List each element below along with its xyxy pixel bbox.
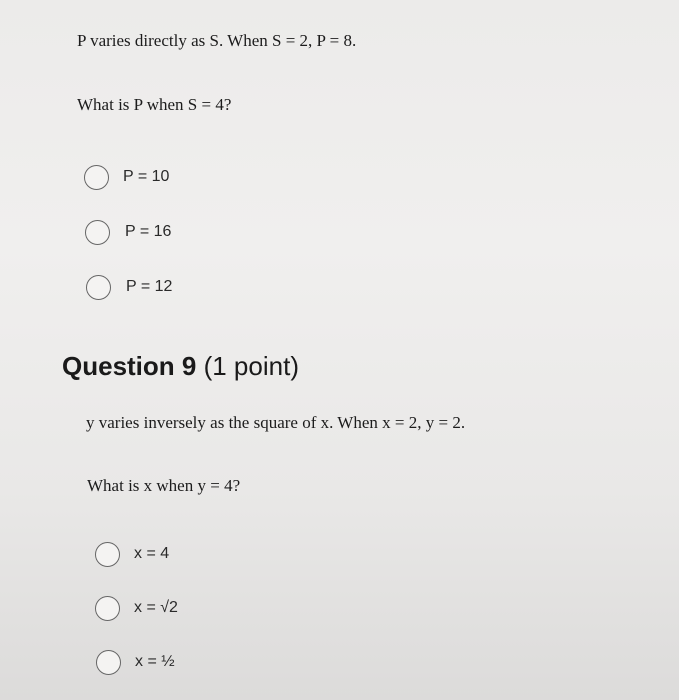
question9-option-1-radio[interactable] <box>95 542 120 567</box>
question8-option-3-radio[interactable] <box>86 275 111 300</box>
question9-option-3-label: x = ½ <box>135 653 175 670</box>
question8-statement: P varies directly as S. When S = 2, P = 8. <box>77 31 357 50</box>
question9-option-2-radio[interactable] <box>95 596 120 621</box>
question9-option-2-label: x = √2 <box>134 599 178 616</box>
question9-prompt: What is x when y = 4? <box>87 476 241 495</box>
question9-option-1-label: x = 4 <box>134 545 170 562</box>
question9-heading <box>62 351 299 382</box>
question9-points: (1 point) <box>203 351 299 381</box>
question9-title: Question 9 <box>62 351 197 381</box>
question8-option-1-label: P = 10 <box>123 168 170 185</box>
question8-option-2-radio[interactable] <box>85 220 110 245</box>
question9-statement: y varies inversely as the square of x. When x = 2, y = 2. <box>86 413 466 432</box>
question8-option-3-label: P = 12 <box>126 278 173 295</box>
question9-option-3-radio[interactable] <box>96 650 121 675</box>
question8-option-2-label: P = 16 <box>125 223 172 240</box>
question8-option-1-radio[interactable] <box>84 165 109 190</box>
question8-prompt: What is P when S = 4? <box>77 95 232 114</box>
